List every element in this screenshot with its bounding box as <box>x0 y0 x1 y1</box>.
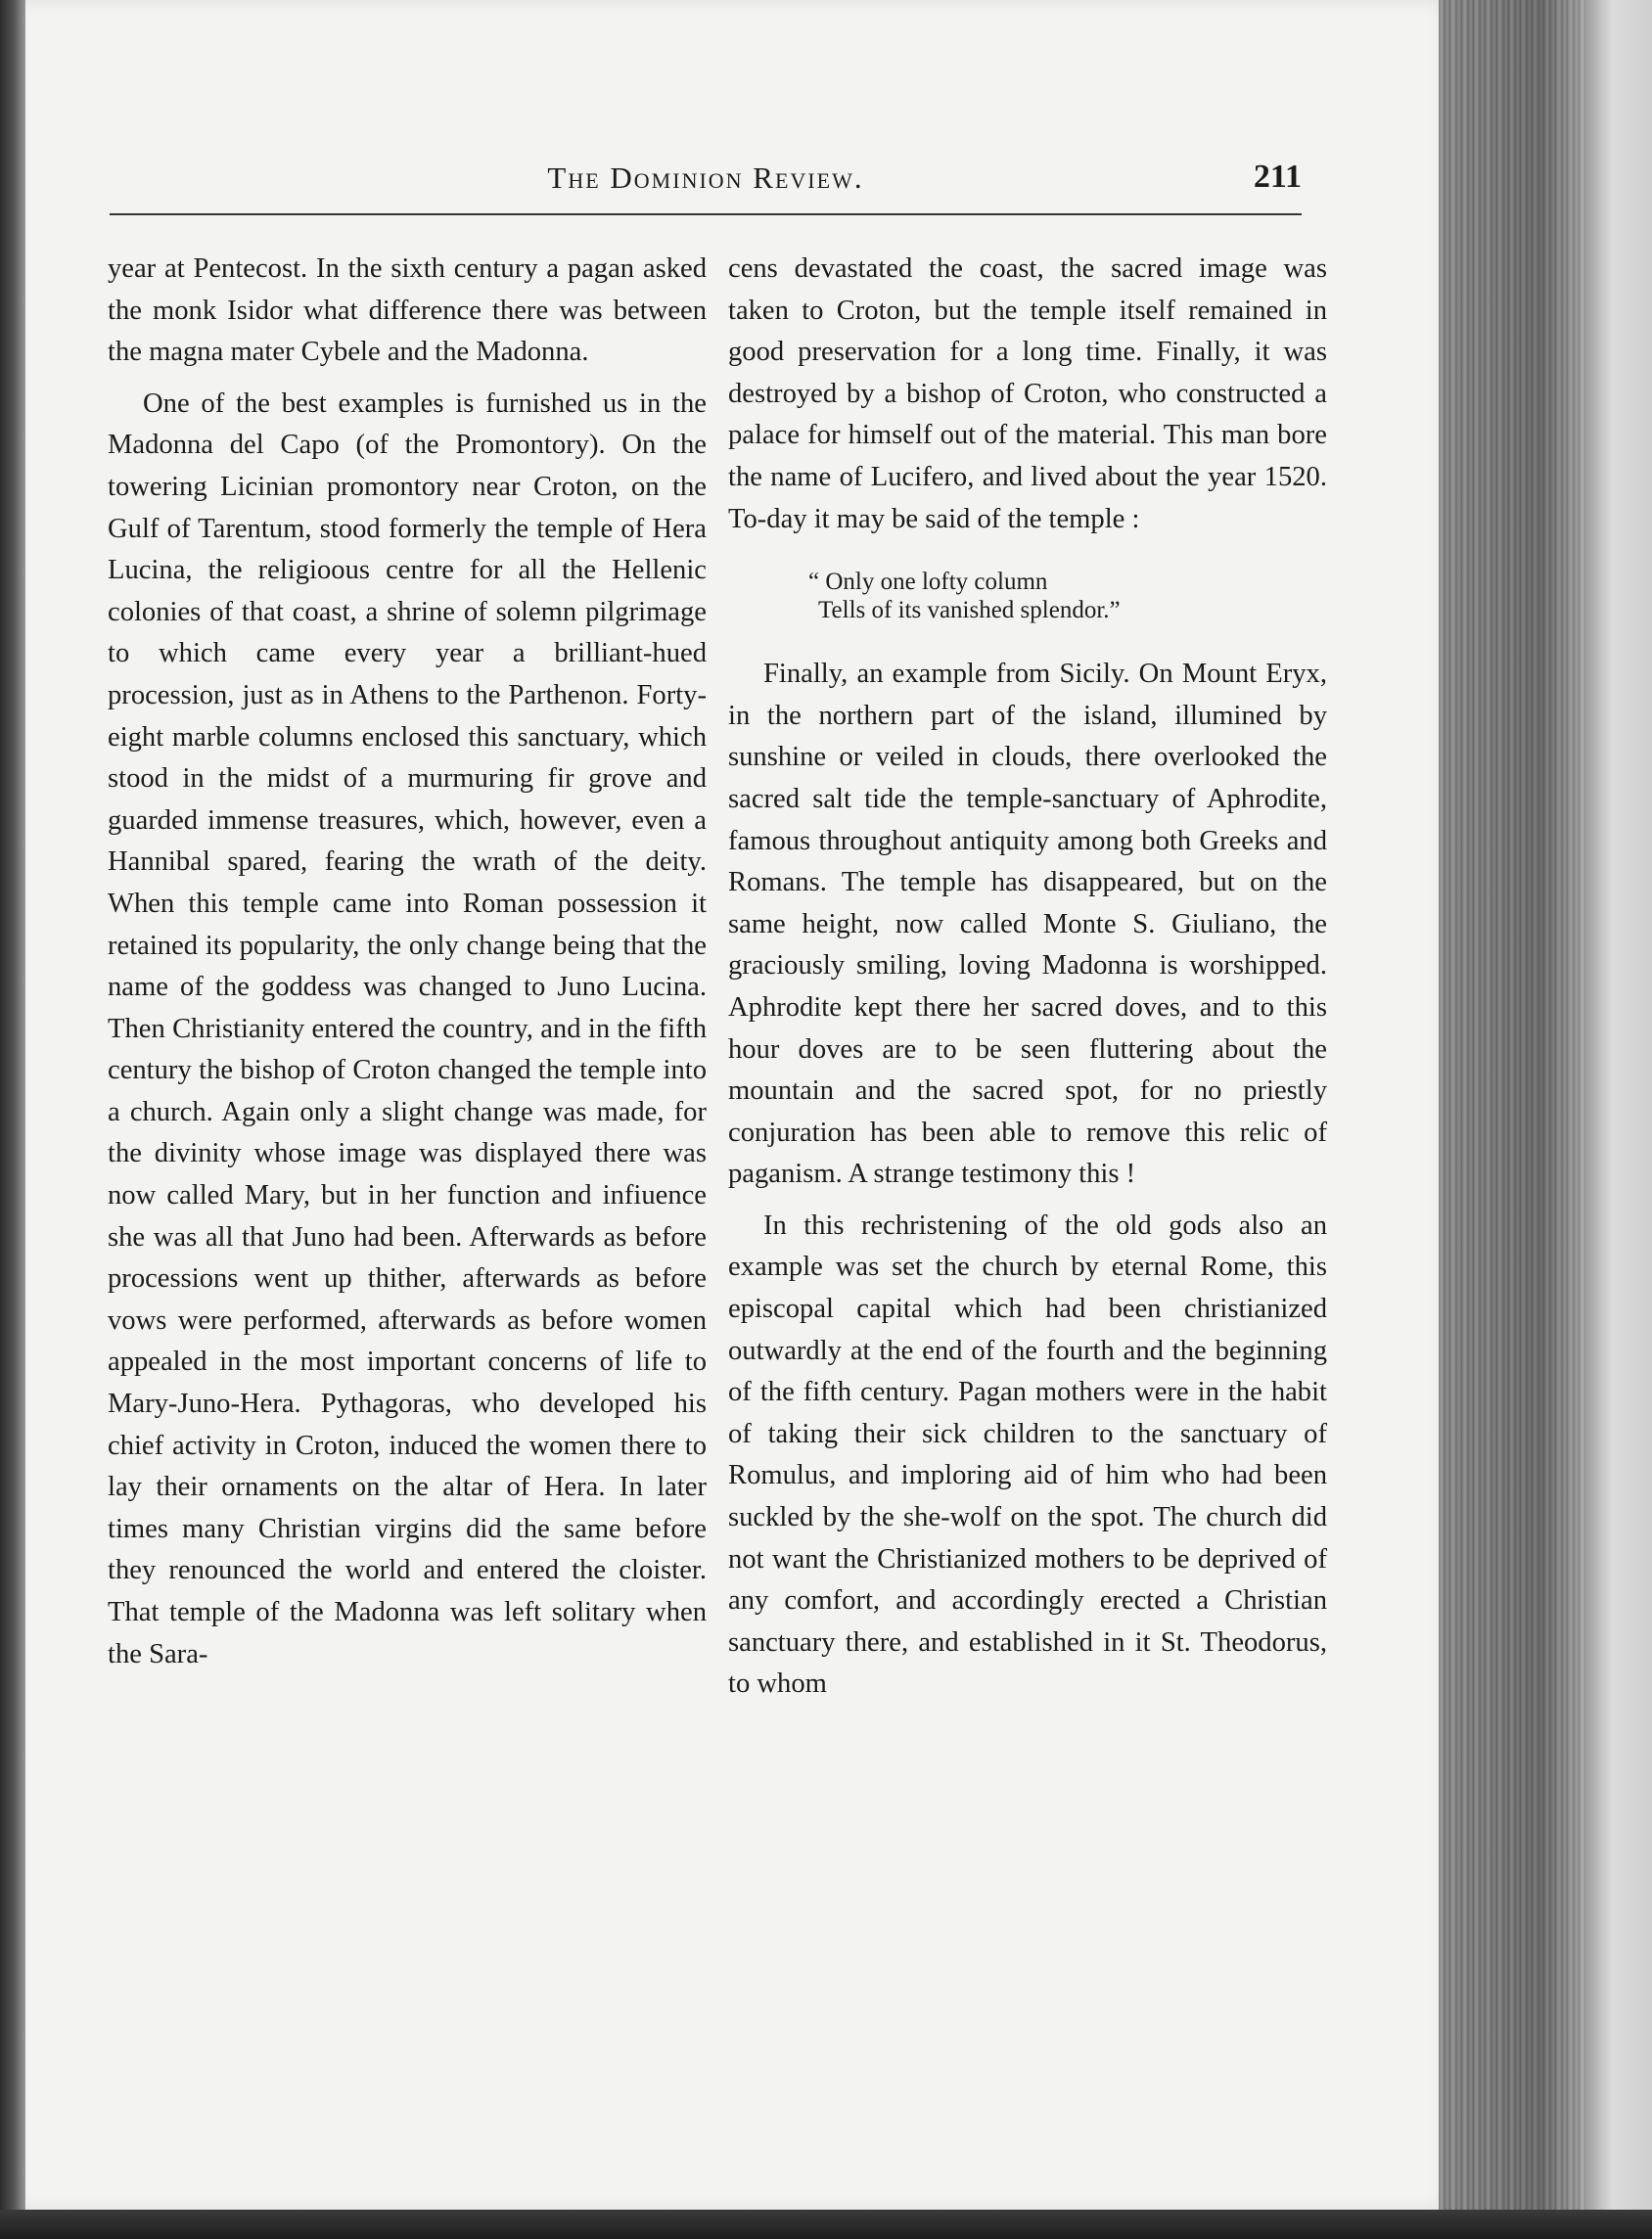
paragraph: In this rechristening of the old gods also an example was set the church by eternal Rome, this episcopal capital which had been christianized outwardly at the end of the fourth and the beginning of the fifth century. Pagan mothers were in the habit of taking their sick children to the sanctuary of Romulus, and imploring aid of him who had been suckled by the she-wolf on the spot. The church did not want the Christianized mothers to be deprived of any comfort, and accordingly erected a Christian sanctuary there, and established in it St. Theodorus, to whom <box>728 1210 1327 1700</box>
page-number: 211 <box>1253 159 1302 195</box>
journal-title: The Dominion Review. <box>547 160 864 195</box>
running-head <box>110 157 1302 211</box>
paragraph: year at Pentecost. In the sixth century a pagan asked the monk Isidor what difference there was between the magna mater Cybele and the Madonna. <box>108 253 707 368</box>
header-rule <box>110 213 1302 215</box>
scan-margin-right <box>1585 0 1652 2239</box>
paragraph: cens devastated the coast, the sacred image was taken to Croton, but the temple itself remained in good preservation for a long time. Finally, it was destroyed by a bishop of Croton, who constructed a palace for himself out of the material. This man bore the name of Lucifero, and lived about the year 1520. To-day it may be said of the temple : <box>728 253 1327 534</box>
scan-margin-bottom <box>0 2210 1652 2239</box>
book-binding-left <box>0 0 25 2239</box>
verse-quote <box>808 568 1327 624</box>
right-column <box>728 249 1327 1706</box>
paragraph: Finally, an example from Sicily. On Mount Eryx, in the northern part of the island, illumined by sunshine or veiled in clouds, there overlooked the sacred salt tide the temple-sanctuary of Aphrodite, famous throughout antiquity among both Greeks and Romans. The temple has disappeared, but on the same height, now called Monte S. Giuliano, the graciously smiling, loving Madonna is worshipped. Aphrodite kept there her sacred doves, and to this hour doves are to be seen fluttering about the mountain and the sacred spot, for no priestly conjuration has been able to remove this relic of paganism. A strange testimony this ! <box>728 659 1327 1190</box>
page-edges-shadow <box>1439 0 1585 2210</box>
verse-line: “ Only one lofty column <box>808 569 1048 596</box>
paragraph: One of the best examples is furnished us in the Madonna del Capo (of the Promontory). On the towering Licinian promontory near Croton, on the Gulf of Tarentum, stood formerly the temple of Hera Lucina, the religioous centre for all the Hellenic colonies of that coast, a shrine of solemn pilgrimage to which came every year a brilliant-hued procession, just as in Athens to the Parthenon. Forty-eight marble columns enclosed this sanctuary, which stood in the midst of a murmuring fir grove and guarded immense treasures, which, however, even a Hannibal spared, fearing the wrath of the deity. When this temple came into Roman possession it retained its popularity, the only change being that the name of the goddess was changed to Juno Lucina. Then Christianity entered the country, and in the fifth century the bishop of Croton changed the temple into a church. Again only a slight change was made, for the divinity whose image was displayed there was now called Mary, but in her function and infiuence she was all that Juno had been. Afterwards as before processions went up thither, afterwards as before vows were performed, afterwards as before women appealed in the most important concerns of life to Mary-Juno-Hera. Pythagoras, who developed his chief activity in Croton, induced the women there to lay their ornaments on the altar of Hera. In later times many Christian virgins did the same before they renounced the world and entered the cloister. That temple of the Madonna was left solitary when the Sara- <box>108 388 707 1669</box>
left-column <box>108 249 707 1675</box>
verse-line: Tells of its vanished splendor.” <box>818 597 1121 624</box>
